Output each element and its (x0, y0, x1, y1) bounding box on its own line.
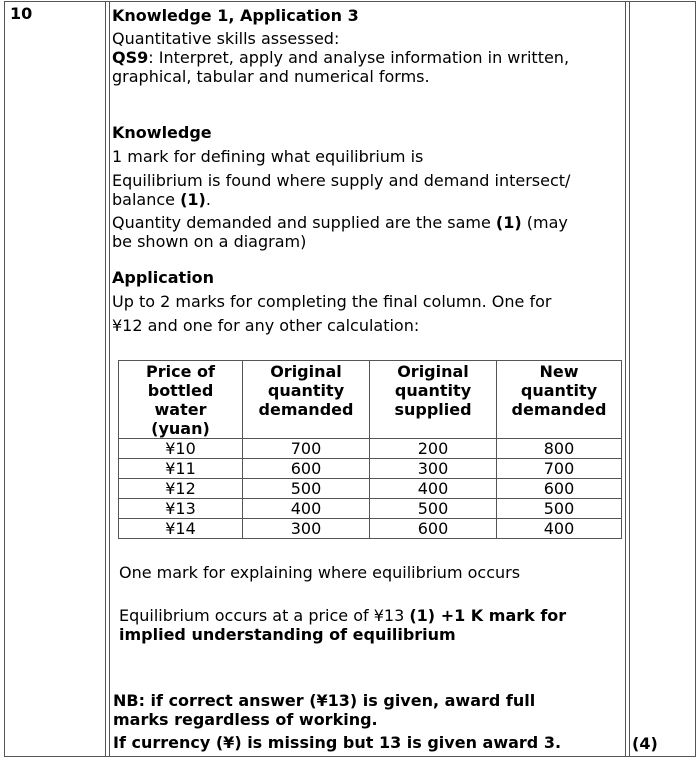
table-cell: 500 (243, 479, 370, 499)
header-line: quantity (267, 381, 345, 400)
header-line: Original (270, 362, 342, 381)
question-number: 10 (10, 4, 33, 23)
column-divider (629, 2, 630, 756)
knowledge-line: Equilibrium is found where supply and demand intersect/ (112, 171, 571, 190)
mark-indicator: (1) (495, 213, 522, 232)
column-divider (109, 2, 110, 756)
table-row (119, 459, 622, 479)
knowledge-text: . (205, 190, 211, 209)
price-quantity-table (118, 360, 622, 539)
knowledge-line: 1 mark for defining what equilibrium is (112, 147, 424, 166)
qs-line (112, 48, 569, 67)
mark-allocation-title: Knowledge 1, Application 3 (112, 6, 359, 25)
table-cell: 500 (370, 499, 497, 519)
table-cell: 600 (370, 519, 497, 539)
table-cell: 700 (497, 459, 622, 479)
knowledge-line (112, 213, 568, 232)
header-line: water (154, 400, 207, 419)
header-line: demanded (511, 400, 607, 419)
column-header (119, 361, 243, 439)
table-row (119, 439, 622, 459)
header-line: supplied (394, 400, 472, 419)
column-divider (105, 2, 106, 756)
skills-intro: Quantitative skills assessed: (112, 29, 340, 48)
application-heading: Application (112, 268, 215, 287)
table-cell: ¥12 (119, 479, 243, 499)
note-line: marks regardless of working. (113, 710, 378, 729)
note-line: If currency (¥) is missing but 13 is given award 3. (113, 733, 562, 752)
header-line: quantity (520, 381, 598, 400)
table-cell: 200 (370, 439, 497, 459)
marks-total: (4) (632, 734, 658, 753)
header-line: Original (397, 362, 469, 381)
table-cell: 600 (243, 459, 370, 479)
knowledge-line: be shown on a diagram) (112, 232, 307, 251)
qs-code: QS9 (112, 48, 149, 67)
knowledge-line (112, 190, 211, 209)
explain-line: implied understanding of equilibrium (119, 625, 456, 644)
header-line: New (539, 362, 579, 381)
explain-text: Equilibrium occurs at a price of ¥13 (119, 606, 410, 625)
table-cell: 500 (497, 499, 622, 519)
table-cell: 700 (243, 439, 370, 459)
table-cell: 400 (370, 479, 497, 499)
knowledge-text: balance (112, 190, 181, 209)
column-header (497, 361, 622, 439)
table-cell: 400 (243, 499, 370, 519)
table-row (119, 519, 622, 539)
explain-line: One mark for explaining where equilibrium occurs (119, 563, 521, 582)
table-cell: ¥11 (119, 459, 243, 479)
application-line: ¥12 and one for any other calculation: (112, 316, 420, 335)
qs-text: : Interpret, apply and analyse information in written, (148, 48, 570, 67)
table-cell: 400 (497, 519, 622, 539)
column-header (243, 361, 370, 439)
column-header (370, 361, 497, 439)
mark-indicator: (1) +1 K mark for (409, 606, 567, 625)
knowledge-text: (may (521, 213, 568, 232)
knowledge-text: Quantity demanded and supplied are the same (112, 213, 496, 232)
header-line: Price of (146, 362, 215, 381)
mark-indicator: (1) (180, 190, 206, 209)
table-cell: 800 (497, 439, 622, 459)
header-line: quantity (394, 381, 472, 400)
qs-text-continued: graphical, tabular and numerical forms. (112, 67, 430, 86)
header-line: (yuan) (151, 419, 210, 438)
table-cell: 300 (370, 459, 497, 479)
table-header-row (119, 361, 622, 439)
column-divider (625, 2, 626, 756)
table-cell: 300 (243, 519, 370, 539)
table-cell: 600 (497, 479, 622, 499)
table-cell: ¥13 (119, 499, 243, 519)
table-cell: ¥14 (119, 519, 243, 539)
header-line: bottled (147, 381, 214, 400)
knowledge-heading: Knowledge (112, 123, 212, 142)
application-line: Up to 2 marks for completing the final column. One for (112, 292, 552, 311)
note-line: NB: if correct answer (¥13) is given, award full (113, 691, 536, 710)
table-cell: ¥10 (119, 439, 243, 459)
header-line: demanded (258, 400, 354, 419)
table-row (119, 499, 622, 519)
table-row (119, 479, 622, 499)
explain-line (119, 606, 566, 625)
